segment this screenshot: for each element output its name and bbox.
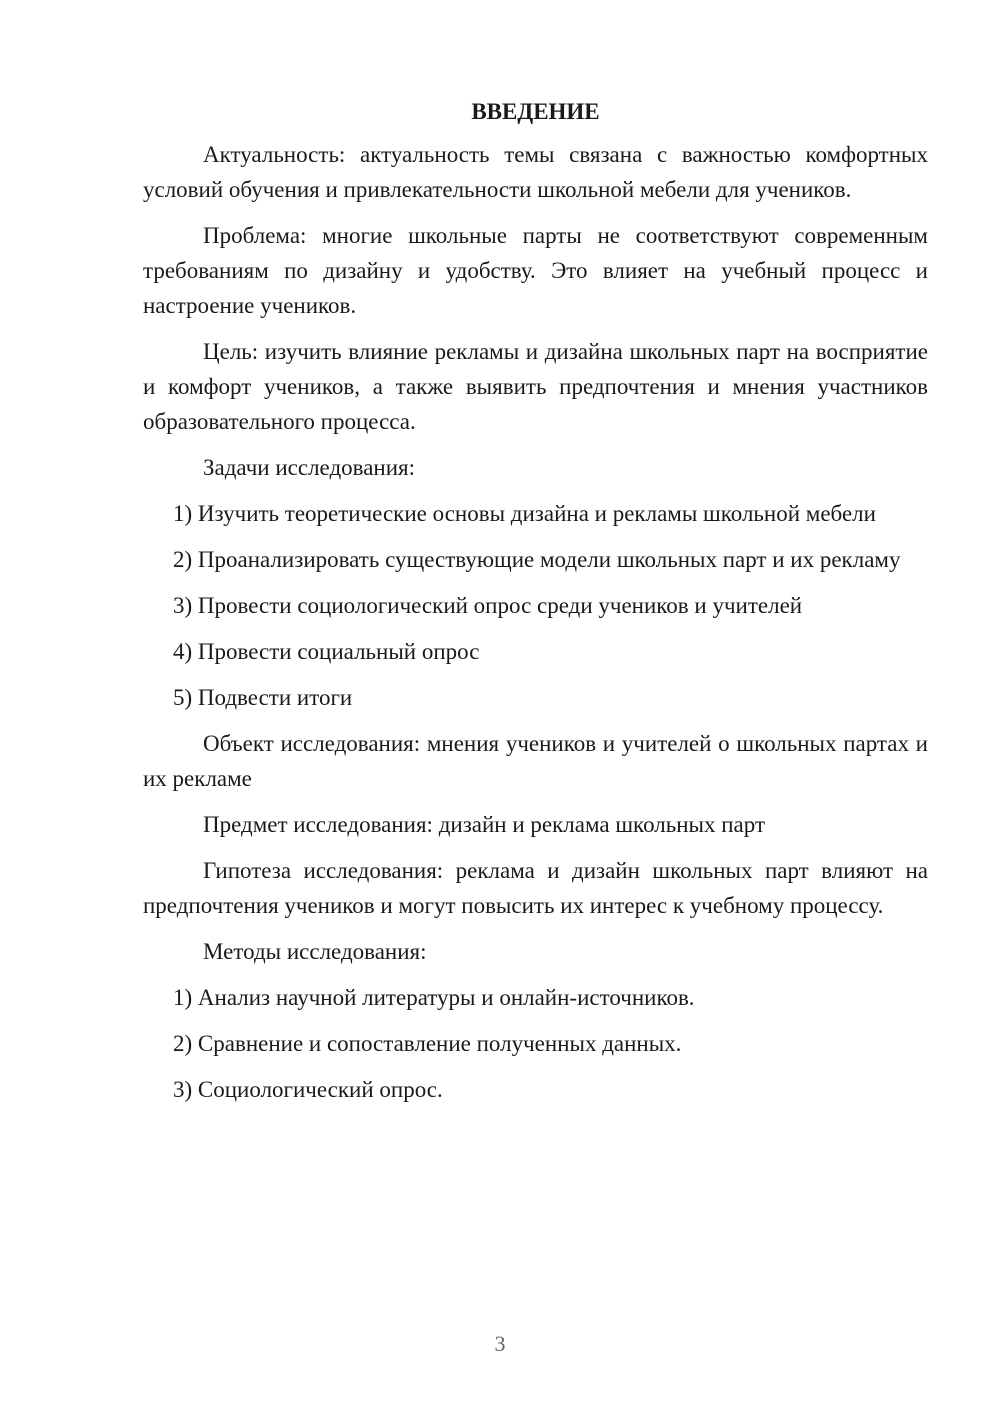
hypothesis-paragraph: Гипотеза исследования: реклама и дизайн школьных парт влияют на предпочтения учеников и могут повысить их интерес к учебному процессу. <box>143 858 928 918</box>
method-item: 3) Социологический опрос. <box>173 1077 443 1102</box>
method-item: 1) Анализ научной литературы и онлайн-источников. <box>173 985 695 1010</box>
problem-paragraph: Проблема: многие школьные парты не соответствуют современным требованиям по дизайну и удобству. Это влияет на учебный процесс и настроение учеников. <box>143 223 928 318</box>
page-number: 3 <box>494 1331 506 1356</box>
task-item: 4) Провести социальный опрос <box>173 639 480 664</box>
method-item: 2) Сравнение и сопоставление полученных данных. <box>173 1031 682 1056</box>
document-body <box>143 94 928 1118</box>
tasks-title: Задачи исследования: <box>203 455 416 480</box>
goal-paragraph: Цель: изучить влияние рекламы и дизайна школьных парт на восприятие и комфорт учеников, а также выявить предпочтения и мнения участников образовательного процесса. <box>143 339 928 434</box>
task-item: 3) Провести социологический опрос среди учеников и учителей <box>173 593 803 618</box>
section-heading: ВВЕДЕНИЕ <box>471 99 600 124</box>
task-item: 1) Изучить теоретические основы дизайна и рекламы школьной мебели <box>173 501 876 526</box>
object-paragraph: Объект исследования: мнения учеников и учителей о школьных партах и их рекламе <box>143 731 928 791</box>
subject-paragraph: Предмет исследования: дизайн и реклама школьных парт <box>203 812 766 837</box>
task-item: 5) Подвести итоги <box>173 685 353 710</box>
relevance-paragraph: Актуальность: актуальность темы связана с важностью комфортных условий обучения и привлекательности школьной мебели для учеников. <box>143 142 928 202</box>
task-item: 2) Проанализировать существующие модели школьных парт и их рекламу <box>173 547 901 572</box>
methods-title: Методы исследования: <box>203 939 427 964</box>
